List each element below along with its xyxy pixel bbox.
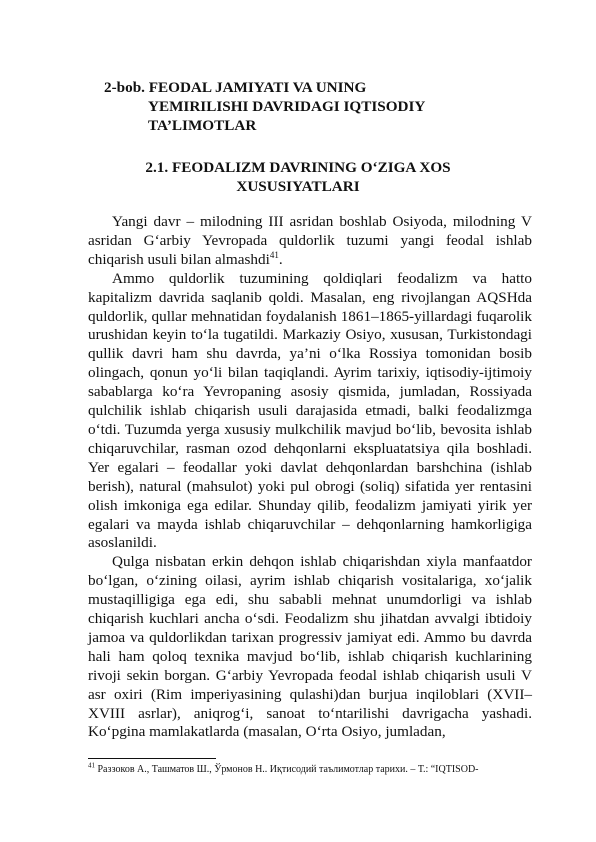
paragraph-2: Ammo quldorlik tuzumining qoldiqlari feodalizm va hatto kapitalizm davrida saqlanib qoldi. Masalan, eng rivojlangan AQSHda quldorlik, qullar mehnatidan foydalanish 1861–1865-yillardagi fuqarolik urushidan keyin to‘la tugatildi. Markaziy Osiyo, xususan, Turkistondagi qullik davri ham shu davrda, ya’ni o‘lka Rossiya tomonidan bosib olingach, qonun yo‘li bilan taqiqlandi. Ayrim tarixiy, iqtisodiy-ijtimoiy sabablarga ko‘ra Yevropaning asosiy qismida, jumladan, Rossiyada qulchilik ishlab chiqarish usuli darajasida etmadi, balki feodalizmga o‘tdi. Tuzumda yerga xususiy mulkchilik mavjud bo‘lib, bevosita ishlab chiqaruvchilar, rasman ozod dehqonlarni ekspluatatsiya qila boshladi. Yer egalari – feodallar yoki davlat dehqonlardan barshchina (ishlab berish), natural (mahsulot) yoki pul obrogi (soliq) sifatida yer rentasini olish imkoniga ega edilar. Shunday qilib, feodalizm jamiyati yirik yer egalari va mayda ishlab chiqaruvchilar – dehqonlarning hamkorligiga asoslanildi. <box>88 269 532 552</box>
section-heading-line-1: 2.1. FEODALIZM DAVRINING O‘ZIGA XOS <box>145 159 451 176</box>
section-heading-line-2: XUSUSIYATLARI <box>236 178 360 195</box>
chapter-heading-line-3: TA’LIMOTLAR <box>148 117 257 134</box>
chapter-heading-line-1: 2-bob. FEODAL JAMIYATI VA UNING <box>104 79 367 96</box>
footnote <box>88 763 532 776</box>
footnote-text: Раззоков А., Ташматов Ш., Ўрмонов Н.. Иқтисодий таълимотлар тарихи. – Т.: “IQTISOD- <box>95 764 479 775</box>
footnote-reference[interactable]: 41 <box>269 249 279 260</box>
section-heading <box>88 158 508 196</box>
paragraph-3: Qulga nisbatan erkin dehqon ishlab chiqarishdan xiyla manfaatdor bo‘lgan, o‘zining oilasi, ayrim ishlab chiqarish vositalariga, xo‘jalik mustaqilligiga ega edi, shu sababli mehnat unumdorligi va ishlab chiqarish kuchlari ancha o‘sdi. Feodalizm shu jihatdan avvalgi ibtidoiy jamoa va quldorlikdan tarixan progressiv jamiyat edi. Ammo bu davrda hali ham qoloq texnika mavjud bo‘lib, ishlab chiqarish kuchlarining rivoji sekin borgan. G‘arbiy Yevropada feodal ishlab chiqarish usuli V asr oxiri (Rim imperiyasining qulashi)dan burjua inqiloblari (XVII–XVIII asrlar), aniqrog‘i, sanoat to‘ntarilishi davrigacha yashadi. Ko‘pgina mamlakatlarda (masalan, O‘rta Osiyo, jumladan, <box>88 553 532 741</box>
paragraph-1-end: . <box>278 250 283 268</box>
paragraph-1-text: Yangi davr – milodning III asridan boshlab Osiyoda, milodning V asridan G‘arbiy Yevropada quldorlik tuzumi yangi feodal ishlab chiqarish usuli bilan almashdi <box>88 213 532 268</box>
footnote-separator <box>88 758 216 759</box>
paragraph-1 <box>88 213 532 270</box>
footnote-mark: 41 <box>88 761 95 770</box>
body-text <box>88 213 532 742</box>
chapter-heading <box>104 78 524 135</box>
chapter-heading-line-2: YEMIRILISHI DAVRIDAGI IQTISODIY <box>148 98 426 115</box>
